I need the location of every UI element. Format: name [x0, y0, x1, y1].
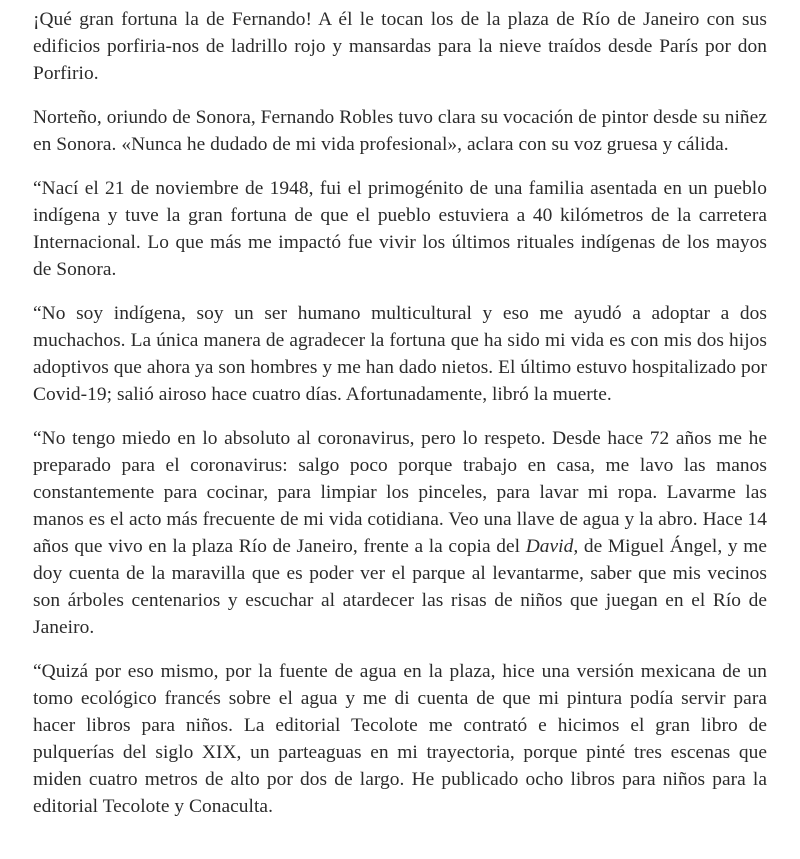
paragraph-text: “No tengo miedo en lo absoluto al coronavirus, pero lo respeto. Desde hace 72 años me he preparado para el coronavirus: salgo poco porque trabajo en casa, me lavo las manos constantemente para cocinar, para limpiar los pinceles, para lavar mi ropa. Lavarme las manos es el acto más frecuente de mi vida cotidiana. Veo una llave de agua y la abro. Hace 14 años que vivo en la plaza Río de Janeiro, frente a la copia del	[33, 428, 767, 557]
paragraph-text: de Miguel Ángel, y me doy cuenta de la maravilla que es poder ver el parque al levantarme, saber que mis vecinos son árboles centenarios y escuchar al atardecer las risas de niños que juegan en el Río de Janeiro.	[33, 536, 767, 638]
paragraph-books: “Quizá por eso mismo, por la fuente de agua en la plaza, hice una versión mexicana de un tomo ecológico francés sobre el agua y me di cuenta de que mi pintura podía servir para hacer libros para niños. La editorial Tecolote me contrató e hicimos el gran libro de pulquerías del siglo XIX, un parteaguas en mi trayectoria, porque pinté tres escenas que miden cuatro metros de alto por dos de largo. He publicado ocho libros para niños para la editorial Tecolote y Conaculta.	[33, 661, 767, 817]
paragraph-intro: ¡Qué gran fortuna la de Fernando! A él le tocan los de la plaza de Río de Janeiro con sus edificios porfiria-nos de ladrillo rojo y mansardas para la nieve traídos desde París por don Porfirio.	[33, 9, 767, 84]
paragraph-origin: Norteño, oriundo de Sonora, Fernando Robles tuvo clara su vocación de pintor desde su niñez en Sonora. «Nunca he dudado de mi vida profesional», aclara con su voz gruesa y cálida.	[33, 107, 767, 155]
artwork-title-david: David,	[525, 536, 579, 557]
paragraph-birth: “Nací el 21 de noviembre de 1948, fui el primogénito de una familia asentada en un pueblo indígena y tuve la gran fortuna de que el pueblo estuviera a 40 kilómetros de la carretera Internacional. Lo que más me impactó fue vivir los últimos rituales indígenas de los mayos de Sonora.	[33, 178, 767, 280]
paragraph-family: “No soy indígena, soy un ser humano multicultural y eso me ayudó a adoptar a dos muchachos. La única manera de agradecer la fortuna que ha sido mi vida es con mis dos hijos adoptivos que ahora ya son hombres y me han dado nietos. El último estuvo hospitalizado por Covid-19; salió airoso hace cuatro días. Afortunadamente, libró la muerte.	[33, 303, 767, 405]
paragraph-coronavirus	[33, 425, 767, 641]
